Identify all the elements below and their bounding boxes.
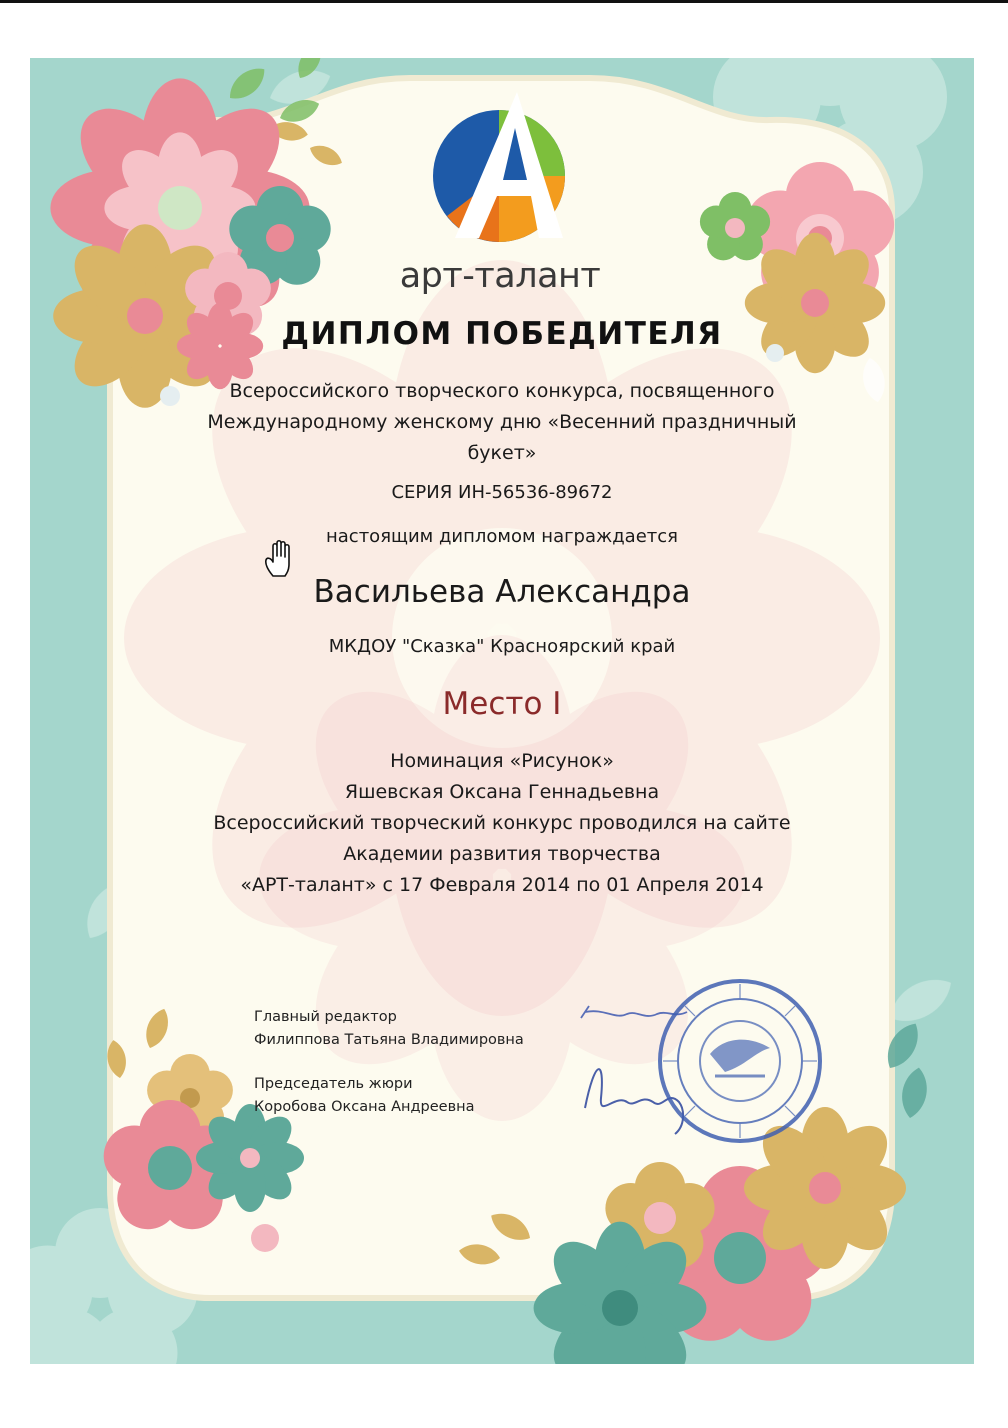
contest-description: Всероссийского творческого конкурса, посвященного Международному женскому дню «Весенний праздничный букет» [207, 380, 797, 464]
series-number: СЕРИЯ ИН-56536-89672 [391, 482, 613, 503]
teacher-name: Яшевская Оксана Геннадьевна [344, 781, 660, 803]
brand-name: арт-талант [399, 256, 601, 296]
art-talant-logo-icon [427, 88, 577, 248]
academy-name: Академии развития творчества [343, 843, 661, 865]
diploma-sheet [30, 58, 974, 1364]
hand-cursor-icon[interactable] [262, 538, 298, 578]
organization: МКДОУ "Сказка" Красноярский край [328, 636, 676, 657]
winner-name: Васильева Александра [313, 574, 691, 610]
diploma-title: ДИПЛОМ ПОБЕДИТЕЛЯ [281, 316, 723, 352]
top-edge [0, 0, 1008, 3]
awarded-text: настоящим дипломом награждается [326, 526, 678, 547]
signature-jury [254, 1073, 474, 1119]
signature-editor [254, 1006, 524, 1052]
signature-role: Председатель жюри [254, 1076, 413, 1092]
contest-dates: «АРТ-талант» с 17 Февраля 2014 по 01 Апреля 2014 [240, 874, 764, 896]
diploma-content [30, 58, 974, 1364]
signature-role: Главный редактор [254, 1009, 397, 1025]
place-award: Место I [442, 686, 562, 722]
seal-stamp-icon [655, 976, 825, 1146]
award-details [152, 746, 852, 901]
signature-name: Коробова Оксана Андреевна [254, 1099, 475, 1115]
signature-name: Филиппова Татьяна Владимировна [254, 1032, 524, 1048]
contest-note: Всероссийский творческий конкурс проводился на сайте [213, 812, 791, 834]
nomination: Номинация «Рисунок» [390, 750, 614, 772]
